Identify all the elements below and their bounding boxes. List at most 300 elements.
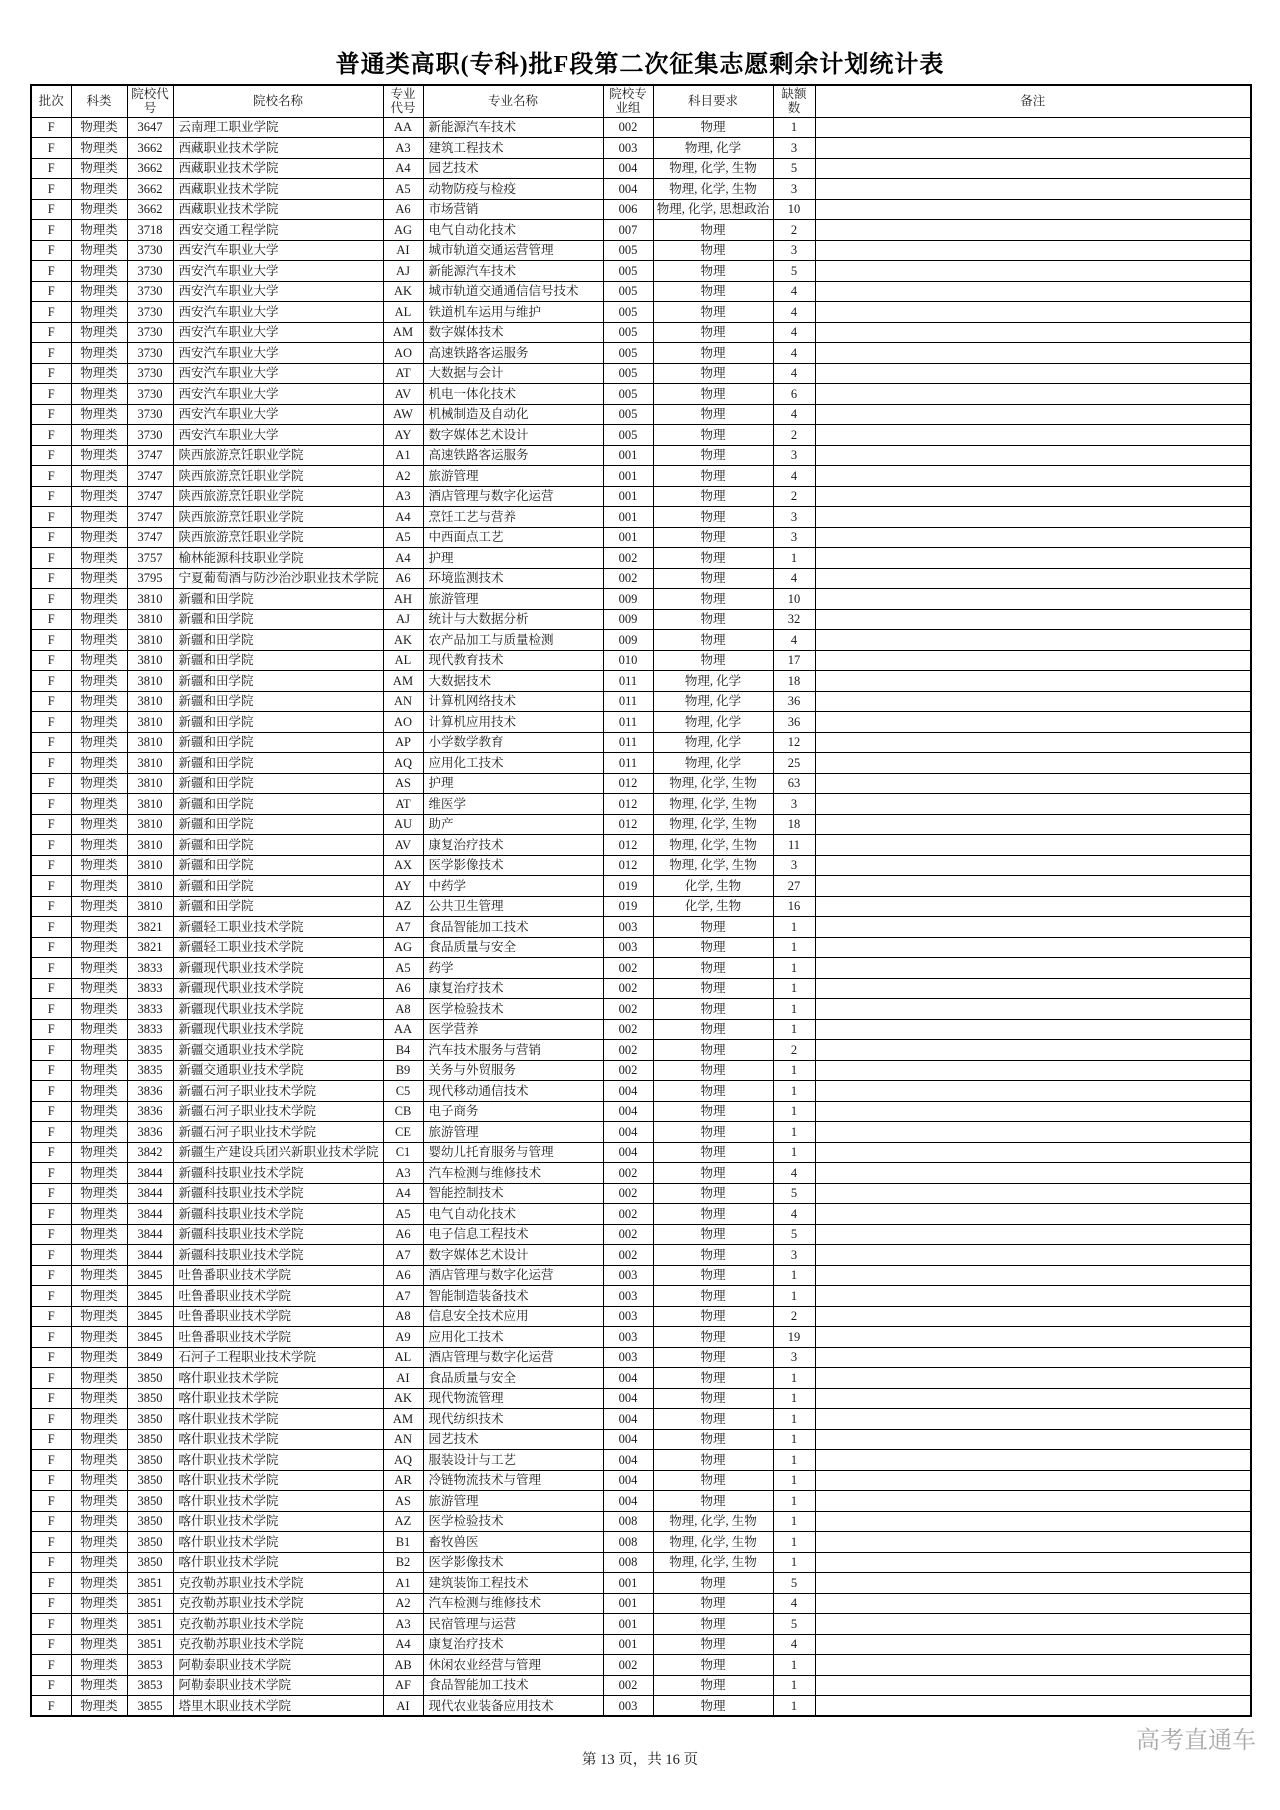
- cell-batch: F: [31, 1224, 71, 1245]
- cell-college-code: 3836: [127, 1081, 173, 1102]
- cell-major-code: A4: [383, 1183, 423, 1204]
- cell-remarks: [815, 1409, 1251, 1430]
- cell-college-name: 新疆和田学院: [173, 732, 383, 753]
- cell-remarks: [815, 1327, 1251, 1348]
- cell-subject-requirement: 物理: [653, 1101, 773, 1122]
- cell-college-major-group: 002: [603, 1163, 653, 1184]
- cell-major-name: 小学数学教育: [423, 732, 603, 753]
- cell-major-code: AN: [383, 691, 423, 712]
- cell-shortage-count: 4: [773, 363, 815, 384]
- cell-batch: F: [31, 589, 71, 610]
- cell-major-name: 食品智能加工技术: [423, 1675, 603, 1696]
- cell-major-code: C5: [383, 1081, 423, 1102]
- cell-batch: F: [31, 384, 71, 405]
- cell-college-name: 西藏职业技术学院: [173, 199, 383, 220]
- cell-major-code: AM: [383, 671, 423, 692]
- cell-shortage-count: 4: [773, 404, 815, 425]
- cell-college-major-group: 004: [603, 1122, 653, 1143]
- cell-category: 物理类: [71, 220, 127, 241]
- cell-college-major-group: 003: [603, 138, 653, 159]
- cell-category: 物理类: [71, 1327, 127, 1348]
- table-row: [31, 1101, 1251, 1122]
- cell-batch: F: [31, 322, 71, 343]
- cell-batch: F: [31, 650, 71, 671]
- cell-remarks: [815, 999, 1251, 1020]
- cell-shortage-count: 63: [773, 773, 815, 794]
- cell-category: 物理类: [71, 1450, 127, 1471]
- cell-subject-requirement: 物理: [653, 999, 773, 1020]
- cell-category: 物理类: [71, 876, 127, 897]
- cell-shortage-count: 1: [773, 1286, 815, 1307]
- cell-major-name: 新能源汽车技术: [423, 117, 603, 138]
- table-row: [31, 363, 1251, 384]
- cell-subject-requirement: 物理: [653, 507, 773, 528]
- table-row: [31, 999, 1251, 1020]
- cell-major-code: A4: [383, 1634, 423, 1655]
- cell-subject-requirement: 物理: [653, 322, 773, 343]
- cell-remarks: [815, 445, 1251, 466]
- cell-college-name: 西安汽车职业大学: [173, 322, 383, 343]
- cell-category: 物理类: [71, 302, 127, 323]
- cell-college-code: 3747: [127, 527, 173, 548]
- cell-major-name: 应用化工技术: [423, 1327, 603, 1348]
- cell-subject-requirement: 物理: [653, 937, 773, 958]
- cell-college-code: 3851: [127, 1573, 173, 1594]
- cell-batch: F: [31, 978, 71, 999]
- cell-category: 物理类: [71, 1019, 127, 1040]
- cell-batch: F: [31, 568, 71, 589]
- cell-subject-requirement: 物理: [653, 609, 773, 630]
- cell-major-code: A2: [383, 466, 423, 487]
- cell-major-name: 计算机网络技术: [423, 691, 603, 712]
- cell-subject-requirement: 化学, 生物: [653, 876, 773, 897]
- table-row: [31, 1450, 1251, 1471]
- table-row: [31, 691, 1251, 712]
- cell-remarks: [815, 425, 1251, 446]
- cell-college-name: 陕西旅游烹饪职业学院: [173, 507, 383, 528]
- cell-subject-requirement: 物理: [653, 281, 773, 302]
- cell-batch: F: [31, 1265, 71, 1286]
- cell-major-code: AL: [383, 1347, 423, 1368]
- cell-shortage-count: 32: [773, 609, 815, 630]
- cell-major-code: A7: [383, 917, 423, 938]
- cell-remarks: [815, 1245, 1251, 1266]
- cell-college-major-group: 012: [603, 855, 653, 876]
- cell-college-major-group: 003: [603, 917, 653, 938]
- cell-college-name: 新疆轻工职业技术学院: [173, 917, 383, 938]
- cell-college-code: 3850: [127, 1532, 173, 1553]
- cell-major-code: AM: [383, 322, 423, 343]
- cell-batch: F: [31, 1491, 71, 1512]
- cell-college-major-group: 011: [603, 753, 653, 774]
- cell-college-name: 吐鲁番职业技术学院: [173, 1306, 383, 1327]
- cell-major-code: AQ: [383, 753, 423, 774]
- cell-batch: F: [31, 1470, 71, 1491]
- cell-college-major-group: 004: [603, 1491, 653, 1512]
- table-row: [31, 1163, 1251, 1184]
- cell-major-code: CE: [383, 1122, 423, 1143]
- cell-college-major-group: 004: [603, 1388, 653, 1409]
- cell-major-name: 助产: [423, 814, 603, 835]
- col-header-college-code: 院校代号: [127, 85, 173, 117]
- cell-college-code: 3842: [127, 1142, 173, 1163]
- cell-college-code: 3833: [127, 958, 173, 979]
- cell-batch: F: [31, 199, 71, 220]
- cell-remarks: [815, 548, 1251, 569]
- cell-major-name: 电子商务: [423, 1101, 603, 1122]
- cell-college-name: 宁夏葡萄酒与防沙治沙职业技术学院: [173, 568, 383, 589]
- cell-category: 物理类: [71, 732, 127, 753]
- cell-category: 物理类: [71, 445, 127, 466]
- table-row: [31, 937, 1251, 958]
- cell-batch: F: [31, 1655, 71, 1676]
- cell-major-name: 医学检验技术: [423, 1511, 603, 1532]
- cell-college-name: 新疆和田学院: [173, 630, 383, 651]
- cell-batch: F: [31, 937, 71, 958]
- cell-category: 物理类: [71, 363, 127, 384]
- cell-college-name: 西安汽车职业大学: [173, 281, 383, 302]
- cell-college-name: 新疆和田学院: [173, 753, 383, 774]
- cell-college-major-group: 002: [603, 958, 653, 979]
- cell-college-code: 3844: [127, 1204, 173, 1225]
- cell-college-name: 喀什职业技术学院: [173, 1429, 383, 1450]
- cell-college-code: 3850: [127, 1409, 173, 1430]
- table-row: [31, 1204, 1251, 1225]
- cell-major-code: AQ: [383, 1450, 423, 1471]
- cell-major-code: AS: [383, 773, 423, 794]
- cell-remarks: [815, 179, 1251, 200]
- cell-subject-requirement: 物理: [653, 1060, 773, 1081]
- cell-college-name: 西安汽车职业大学: [173, 240, 383, 261]
- cell-major-name: 烹饪工艺与营养: [423, 507, 603, 528]
- cell-subject-requirement: 物理: [653, 1573, 773, 1594]
- cell-shortage-count: 1: [773, 978, 815, 999]
- cell-subject-requirement: 物理, 化学, 生物: [653, 1552, 773, 1573]
- cell-category: 物理类: [71, 1552, 127, 1573]
- cell-remarks: [815, 671, 1251, 692]
- cell-major-code: AU: [383, 814, 423, 835]
- cell-shortage-count: 2: [773, 1306, 815, 1327]
- cell-category: 物理类: [71, 691, 127, 712]
- cell-major-name: 信息安全技术应用: [423, 1306, 603, 1327]
- cell-college-name: 新疆和田学院: [173, 609, 383, 630]
- cell-remarks: [815, 1450, 1251, 1471]
- cell-remarks: [815, 220, 1251, 241]
- cell-college-major-group: 005: [603, 281, 653, 302]
- table-row: [31, 527, 1251, 548]
- cell-college-code: 3833: [127, 1019, 173, 1040]
- cell-shortage-count: 5: [773, 1224, 815, 1245]
- cell-college-major-group: 003: [603, 1306, 653, 1327]
- cell-remarks: [815, 1552, 1251, 1573]
- cell-major-code: AJ: [383, 609, 423, 630]
- cell-shortage-count: 6: [773, 384, 815, 405]
- cell-college-name: 西安汽车职业大学: [173, 384, 383, 405]
- cell-major-code: A5: [383, 1204, 423, 1225]
- cell-subject-requirement: 物理: [653, 1224, 773, 1245]
- cell-college-code: 3845: [127, 1286, 173, 1307]
- cell-subject-requirement: 物理, 化学: [653, 712, 773, 733]
- cell-college-major-group: 002: [603, 1675, 653, 1696]
- cell-college-major-group: 002: [603, 999, 653, 1020]
- cell-college-code: 3855: [127, 1696, 173, 1717]
- cell-shortage-count: 4: [773, 630, 815, 651]
- cell-category: 物理类: [71, 138, 127, 159]
- cell-category: 物理类: [71, 671, 127, 692]
- cell-major-code: AZ: [383, 896, 423, 917]
- cell-major-name: 冷链物流技术与管理: [423, 1470, 603, 1491]
- col-header-batch: 批次: [31, 85, 71, 117]
- col-header-major-name: 专业名称: [423, 85, 603, 117]
- cell-subject-requirement: 物理: [653, 1122, 773, 1143]
- cell-major-code: AM: [383, 1409, 423, 1430]
- cell-college-major-group: 002: [603, 1040, 653, 1061]
- cell-major-code: A5: [383, 958, 423, 979]
- cell-college-name: 新疆和田学院: [173, 855, 383, 876]
- cell-college-code: 3844: [127, 1183, 173, 1204]
- cell-major-name: 医学检验技术: [423, 999, 603, 1020]
- cell-shortage-count: 1: [773, 1019, 815, 1040]
- cell-subject-requirement: 物理: [653, 1491, 773, 1512]
- cell-shortage-count: 3: [773, 527, 815, 548]
- cell-shortage-count: 2: [773, 1040, 815, 1061]
- cell-shortage-count: 1: [773, 1450, 815, 1471]
- cell-major-code: AP: [383, 732, 423, 753]
- cell-major-code: AV: [383, 835, 423, 856]
- cell-major-name: 婴幼儿托育服务与管理: [423, 1142, 603, 1163]
- cell-shortage-count: 36: [773, 712, 815, 733]
- cell-major-code: AN: [383, 1429, 423, 1450]
- cell-subject-requirement: 物理: [653, 302, 773, 323]
- cell-major-code: AY: [383, 876, 423, 897]
- cell-college-code: 3810: [127, 650, 173, 671]
- col-header-college-name: 院校名称: [173, 85, 383, 117]
- cell-subject-requirement: 物理: [653, 343, 773, 364]
- cell-college-major-group: 003: [603, 1696, 653, 1717]
- cell-college-major-group: 011: [603, 691, 653, 712]
- cell-batch: F: [31, 1327, 71, 1348]
- cell-major-code: AB: [383, 1655, 423, 1676]
- table-row: [31, 1511, 1251, 1532]
- cell-major-name: 民宿管理与运营: [423, 1614, 603, 1635]
- table-row: [31, 261, 1251, 282]
- cell-subject-requirement: 物理, 化学: [653, 138, 773, 159]
- cell-college-name: 西藏职业技术学院: [173, 138, 383, 159]
- cell-college-major-group: 002: [603, 1019, 653, 1040]
- cell-subject-requirement: 物理, 化学, 思想政治: [653, 199, 773, 220]
- cell-college-major-group: 004: [603, 1081, 653, 1102]
- cell-category: 物理类: [71, 1040, 127, 1061]
- cell-college-code: 3850: [127, 1368, 173, 1389]
- cell-college-major-group: 001: [603, 527, 653, 548]
- cell-major-name: 现代农业装备应用技术: [423, 1696, 603, 1717]
- cell-category: 物理类: [71, 179, 127, 200]
- cell-category: 物理类: [71, 1511, 127, 1532]
- cell-college-code: 3850: [127, 1388, 173, 1409]
- cell-shortage-count: 11: [773, 835, 815, 856]
- cell-college-name: 新疆和田学院: [173, 814, 383, 835]
- cell-college-major-group: 004: [603, 158, 653, 179]
- cell-subject-requirement: 物理: [653, 1409, 773, 1430]
- cell-college-major-group: 005: [603, 240, 653, 261]
- cell-major-name: 医学影像技术: [423, 855, 603, 876]
- cell-subject-requirement: 物理: [653, 1183, 773, 1204]
- cell-shortage-count: 1: [773, 548, 815, 569]
- cell-college-name: 新疆现代职业技术学院: [173, 958, 383, 979]
- cell-batch: F: [31, 1573, 71, 1594]
- cell-college-major-group: 002: [603, 1183, 653, 1204]
- cell-college-major-group: 007: [603, 220, 653, 241]
- cell-college-name: 陕西旅游烹饪职业学院: [173, 486, 383, 507]
- cell-shortage-count: 36: [773, 691, 815, 712]
- cell-college-name: 阿勒泰职业技术学院: [173, 1655, 383, 1676]
- cell-shortage-count: 1: [773, 1675, 815, 1696]
- cell-college-code: 3730: [127, 425, 173, 446]
- cell-subject-requirement: 物理: [653, 1634, 773, 1655]
- cell-batch: F: [31, 363, 71, 384]
- table-row: [31, 240, 1251, 261]
- cell-college-major-group: 011: [603, 671, 653, 692]
- table-row: [31, 1224, 1251, 1245]
- cell-subject-requirement: 物理, 化学: [653, 732, 773, 753]
- cell-major-code: AS: [383, 1491, 423, 1512]
- cell-college-name: 吐鲁番职业技术学院: [173, 1265, 383, 1286]
- cell-subject-requirement: 物理: [653, 1306, 773, 1327]
- cell-shortage-count: 4: [773, 1163, 815, 1184]
- cell-college-name: 克孜勒苏职业技术学院: [173, 1593, 383, 1614]
- cell-major-name: 康复治疗技术: [423, 978, 603, 999]
- table-row: [31, 1245, 1251, 1266]
- cell-college-name: 西安汽车职业大学: [173, 343, 383, 364]
- cell-college-major-group: 001: [603, 1593, 653, 1614]
- table-row: [31, 978, 1251, 999]
- cell-remarks: [815, 261, 1251, 282]
- cell-college-code: 3730: [127, 302, 173, 323]
- cell-category: 物理类: [71, 1081, 127, 1102]
- cell-college-code: 3821: [127, 937, 173, 958]
- cell-batch: F: [31, 1368, 71, 1389]
- table-row: [31, 773, 1251, 794]
- table-row: [31, 302, 1251, 323]
- cell-remarks: [815, 855, 1251, 876]
- cell-category: 物理类: [71, 958, 127, 979]
- cell-subject-requirement: 物理: [653, 1040, 773, 1061]
- plan-table: [30, 84, 1252, 1717]
- cell-category: 物理类: [71, 1286, 127, 1307]
- cell-major-code: AO: [383, 712, 423, 733]
- cell-subject-requirement: 物理: [653, 1327, 773, 1348]
- cell-shortage-count: 2: [773, 425, 815, 446]
- cell-category: 物理类: [71, 425, 127, 446]
- cell-major-code: A5: [383, 527, 423, 548]
- cell-category: 物理类: [71, 322, 127, 343]
- cell-remarks: [815, 691, 1251, 712]
- cell-major-code: A6: [383, 199, 423, 220]
- cell-college-major-group: 019: [603, 896, 653, 917]
- cell-remarks: [815, 1040, 1251, 1061]
- cell-major-name: 休闲农业经营与管理: [423, 1655, 603, 1676]
- cell-college-code: 3849: [127, 1347, 173, 1368]
- cell-remarks: [815, 1573, 1251, 1594]
- table-row: [31, 1593, 1251, 1614]
- cell-major-code: AF: [383, 1675, 423, 1696]
- cell-category: 物理类: [71, 814, 127, 835]
- cell-shortage-count: 4: [773, 466, 815, 487]
- cell-shortage-count: 1: [773, 1101, 815, 1122]
- cell-major-code: AY: [383, 425, 423, 446]
- cell-shortage-count: 5: [773, 1183, 815, 1204]
- cell-category: 物理类: [71, 1060, 127, 1081]
- cell-college-code: 3835: [127, 1060, 173, 1081]
- cell-college-code: 3851: [127, 1634, 173, 1655]
- cell-shortage-count: 1: [773, 1368, 815, 1389]
- cell-major-code: A8: [383, 1306, 423, 1327]
- table-row: [31, 1368, 1251, 1389]
- cell-remarks: [815, 138, 1251, 159]
- cell-college-name: 西藏职业技术学院: [173, 158, 383, 179]
- cell-major-code: A1: [383, 445, 423, 466]
- cell-category: 物理类: [71, 1122, 127, 1143]
- cell-remarks: [815, 1470, 1251, 1491]
- cell-college-code: 3810: [127, 876, 173, 897]
- cell-college-name: 喀什职业技术学院: [173, 1532, 383, 1553]
- cell-subject-requirement: 物理: [653, 1265, 773, 1286]
- cell-category: 物理类: [71, 1675, 127, 1696]
- table-row: [31, 814, 1251, 835]
- cell-college-name: 西安交通工程学院: [173, 220, 383, 241]
- cell-college-code: 3730: [127, 322, 173, 343]
- cell-college-major-group: 009: [603, 630, 653, 651]
- cell-category: 物理类: [71, 1429, 127, 1450]
- cell-college-name: 新疆交通职业技术学院: [173, 1060, 383, 1081]
- cell-major-name: 建筑装饰工程技术: [423, 1573, 603, 1594]
- cell-remarks: [815, 363, 1251, 384]
- cell-category: 物理类: [71, 1388, 127, 1409]
- cell-college-name: 克孜勒苏职业技术学院: [173, 1614, 383, 1635]
- cell-shortage-count: 2: [773, 486, 815, 507]
- cell-college-major-group: 012: [603, 794, 653, 815]
- cell-subject-requirement: 物理: [653, 425, 773, 446]
- cell-subject-requirement: 物理, 化学, 生物: [653, 814, 773, 835]
- cell-college-code: 3836: [127, 1122, 173, 1143]
- cell-remarks: [815, 507, 1251, 528]
- table-row: [31, 1122, 1251, 1143]
- cell-batch: F: [31, 1388, 71, 1409]
- cell-remarks: [815, 281, 1251, 302]
- cell-batch: F: [31, 261, 71, 282]
- cell-college-name: 新疆和田学院: [173, 691, 383, 712]
- cell-college-code: 3850: [127, 1511, 173, 1532]
- cell-shortage-count: 5: [773, 1573, 815, 1594]
- cell-shortage-count: 4: [773, 1593, 815, 1614]
- cell-college-name: 西安汽车职业大学: [173, 302, 383, 323]
- cell-major-code: AK: [383, 281, 423, 302]
- cell-college-major-group: 005: [603, 322, 653, 343]
- cell-college-code: 3810: [127, 753, 173, 774]
- cell-college-major-group: 005: [603, 384, 653, 405]
- cell-college-code: 3757: [127, 548, 173, 569]
- table-row: [31, 1675, 1251, 1696]
- table-header-row: [31, 85, 1251, 117]
- cell-category: 物理类: [71, 1491, 127, 1512]
- cell-subject-requirement: 物理, 化学, 生物: [653, 1511, 773, 1532]
- cell-college-major-group: 002: [603, 1224, 653, 1245]
- cell-college-major-group: 012: [603, 814, 653, 835]
- cell-college-major-group: 006: [603, 199, 653, 220]
- cell-batch: F: [31, 1019, 71, 1040]
- table-row: [31, 1388, 1251, 1409]
- cell-major-name: 护理: [423, 548, 603, 569]
